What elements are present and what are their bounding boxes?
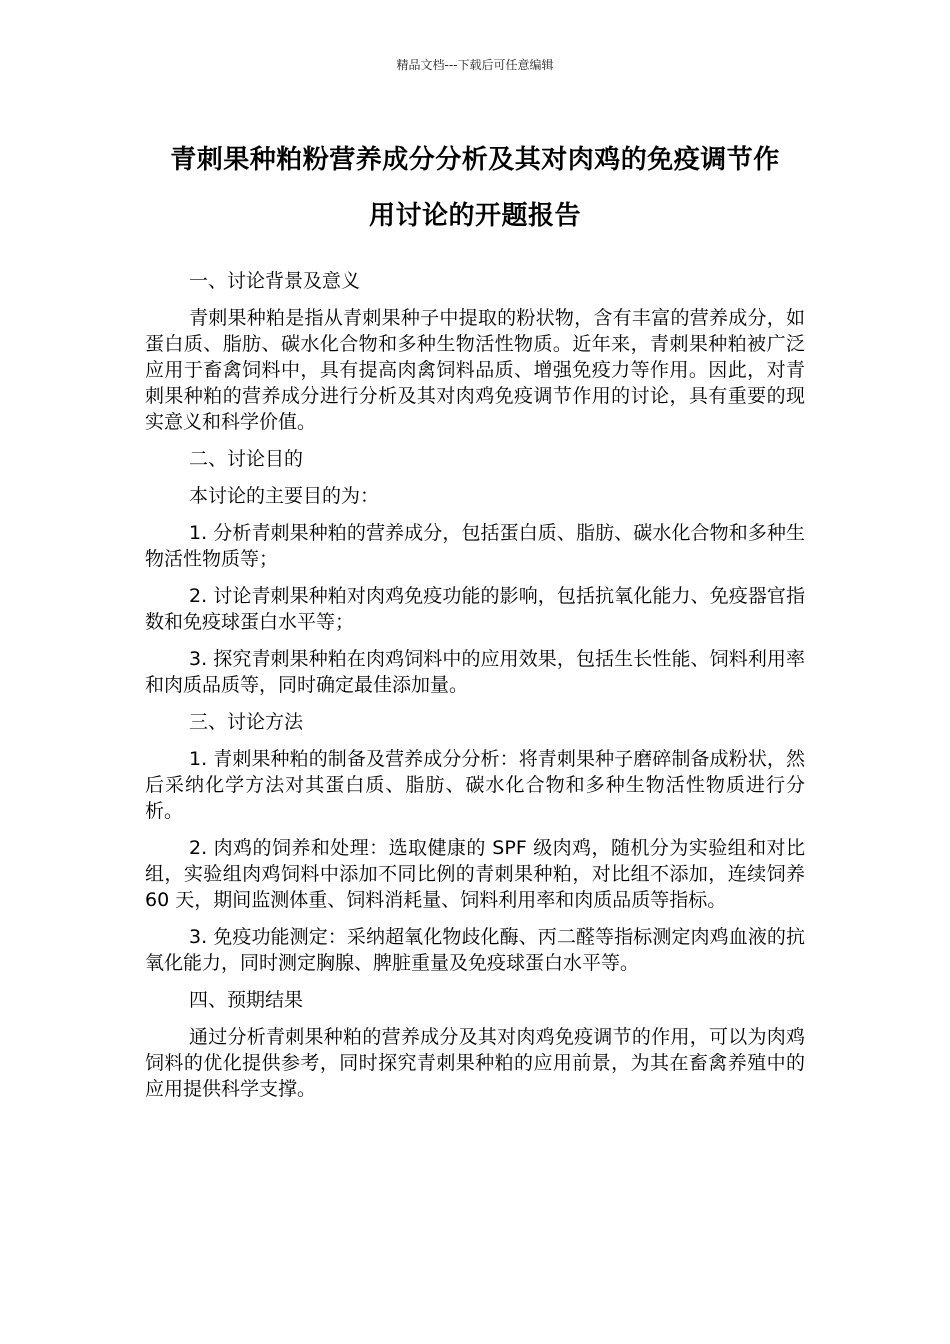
document-body (145, 268, 805, 1113)
method-item: 2. 肉鸡的饲养和处理：选取健康的 SPF 级肉鸡，随机分为实验组和对比组，实验组肉鸡饲料中添加不同比例的青刺果种粕，对比组不添加，连续饲养 60 天，期间监测体重、饲料消耗量、饲料利用率和肉质品质等指标。 (145, 837, 805, 911)
purpose-item: 1. 分析青刺果种粕的营养成分，包括蛋白质、脂肪、碳水化合物和多种生物活性物质等； (145, 522, 805, 570)
section-heading-expected: 四、预期结果 (189, 989, 304, 1011)
expected-paragraph: 通过分析青刺果种粕的营养成分及其对肉鸡免疫调节的作用，可以为肉鸡饲料的优化提供参考，同时探究青刺果种粕的应用前景，为其在畜禽养殖中的应用提供科学支撑。 (145, 1026, 805, 1100)
section-heading-methods: 三、讨论方法 (189, 711, 304, 733)
method-item: 1. 青刺果种粕的制备及营养成分分析：将青刺果种子磨碎制备成粉状，然后采纳化学方法对其蛋白质、脂肪、碳水化合物和多种生物活性物质进行分析。 (145, 748, 805, 822)
header-note: 精品文档---下载后可任意编辑 (396, 58, 554, 72)
purpose-item: 2. 讨论青刺果种粕对肉鸡免疫功能的影响，包括抗氧化能力、免疫器官指数和免疫球蛋白水平等； (145, 585, 805, 633)
background-paragraph: 青刺果种粕是指从青刺果种子中提取的粉状物，含有丰富的营养成分，如蛋白质、脂肪、碳水化合物和多种生物活性物质。近年来，青刺果种粕被广泛应用于畜禽饲料中，具有提高肉禽饲料品质、增强免疫力等作用。因此，对青刺果种粕的营养成分进行分析及其对肉鸡免疫调节作用的讨论，具有重要的现实意义和科学价值。 (145, 307, 805, 433)
method-item: 3. 免疫功能测定：采纳超氧化物歧化酶、丙二醛等指标测定肉鸡血液的抗氧化能力，同时测定胸腺、脾脏重量及免疫球蛋白水平等。 (145, 926, 805, 974)
title-line-1: 青刺果种粕粉营养成分分析及其对肉鸡的免疫调节作 (170, 145, 780, 175)
purpose-item: 3. 探究青刺果种粕在肉鸡饲料中的应用效果，包括生长性能、饲料利用率和肉质品质等，同时确定最佳添加量。 (145, 648, 805, 696)
purpose-intro: 本讨论的主要目的为： (189, 485, 380, 507)
document-title (140, 132, 810, 244)
section-heading-background: 一、讨论背景及意义 (189, 270, 361, 292)
title-line-2: 用讨论的开题报告 (368, 201, 581, 231)
section-heading-purpose: 二、讨论目的 (189, 448, 304, 470)
